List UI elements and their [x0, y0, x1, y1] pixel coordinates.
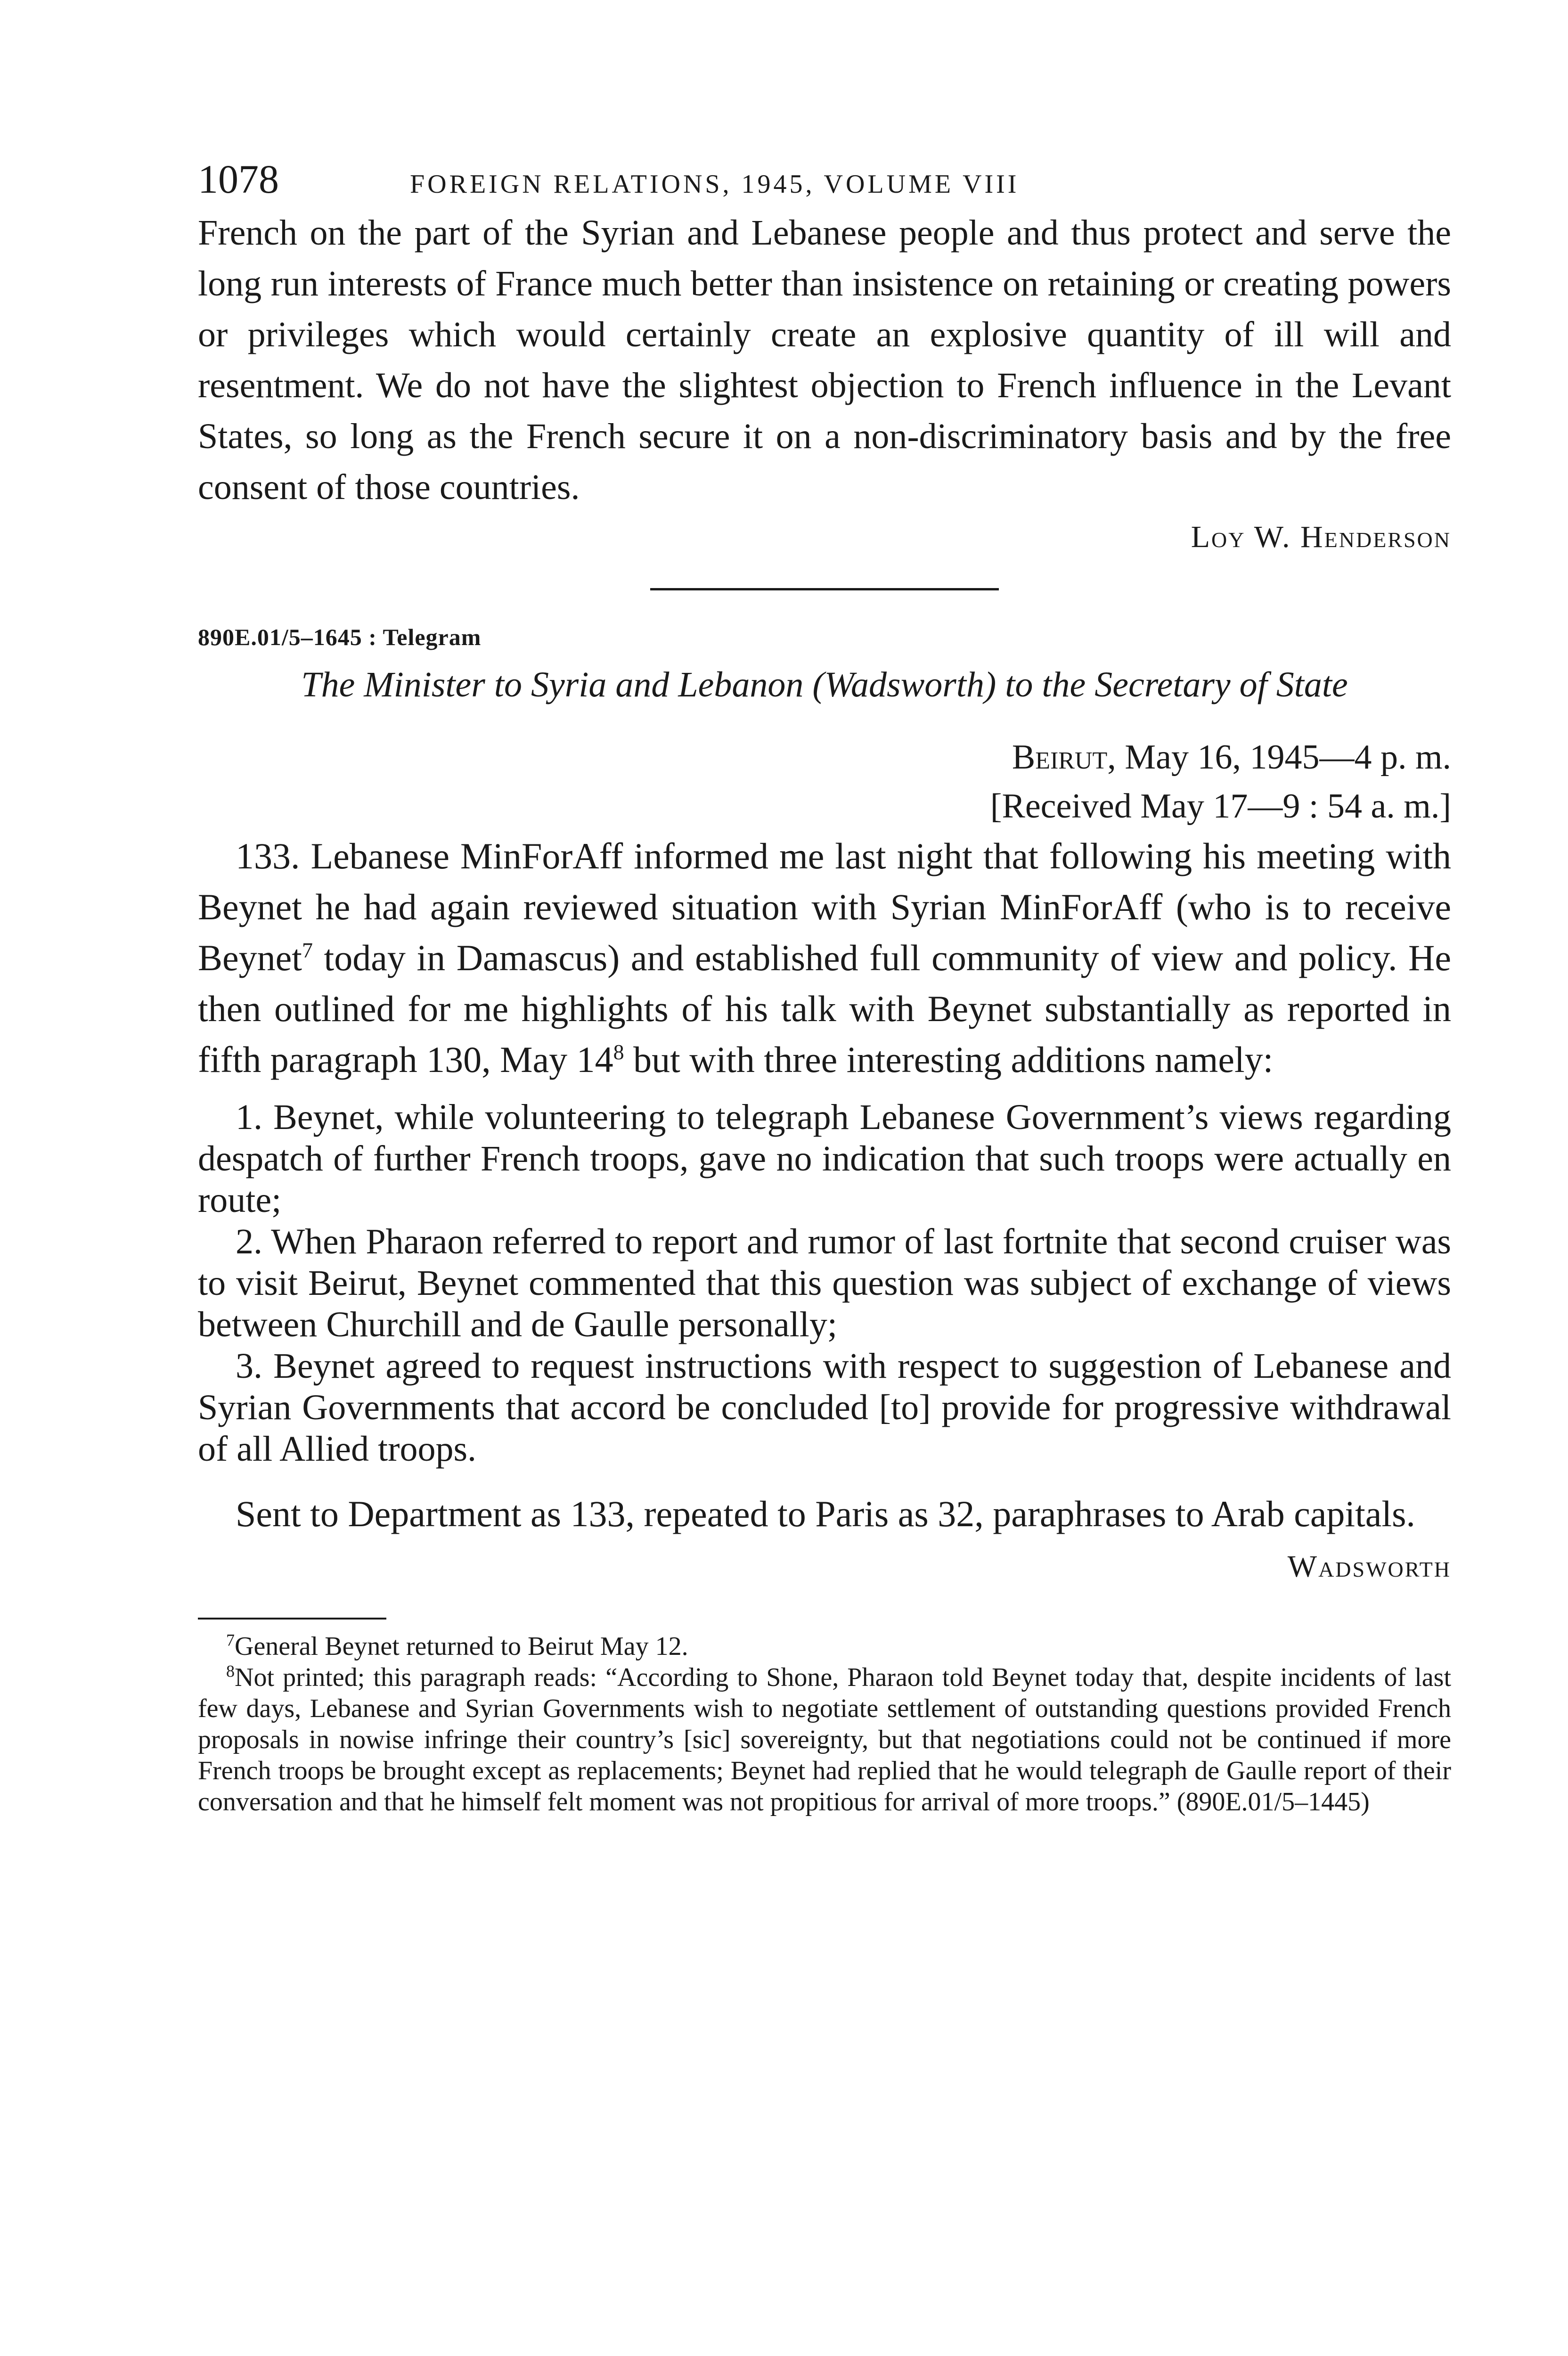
dateline-date: May 16, 1945—4 p. m. [1125, 738, 1451, 777]
footnote-ref-7: 7 [302, 938, 313, 962]
intro-paragraph: French on the part of the Syrian and Lebanese people and thus protect and serve the long run interests of France much better than insistence on retaining or creating powers or privileges which would certainly create an explosive quantity of ill will and resentment. We do not have the slightest objection to French influence in the Levant States, so long as the French secure it on a non-discriminatory basis and by the free consent of those countries. [198, 213, 1451, 507]
footnote-text: General Beynet returned to Beirut May 12. [235, 1632, 688, 1661]
para-133-part-b: today in Damascus) and established full community of view and policy. He then outlined for me highlights of his talk with Beynet substantially as reported in fifth paragraph 130, May 14 [198, 937, 1451, 1080]
footnote-marker: 7 [226, 1630, 235, 1650]
footnote-divider [198, 1618, 386, 1620]
page-header [198, 155, 1451, 207]
list-item: 3. Beynet agreed to request instructions with respect to suggestion of Lebanese and Syrian Governments that accord be concluded [to] provide for progressive withdrawal of all Allied troops. [198, 1346, 1451, 1469]
additions-list [198, 1096, 1451, 1470]
para-133-part-a: 133. Lebanese MinForAff informed me last night that following his meeting with Beynet he had again reviewed situation with Syrian MinForAff (who is to receive Beynet [198, 835, 1451, 978]
footnote-8 [198, 1662, 1451, 1817]
telegram-signature: Wadsworth [1287, 1549, 1451, 1584]
dateline-received: [Received May 17—9 : 54 a. m.] [990, 787, 1451, 826]
document-title: The Minister to Syria and Lebanon (Wadsworth) to the Secretary of State [301, 665, 1348, 704]
para-133-part-c: but with three interesting additions namely: [624, 1039, 1274, 1080]
section-divider [650, 588, 999, 590]
list-item: 1. Beynet, while volunteering to telegraph Lebanese Government’s views regarding despatch of further French troops, gave no indication that such troops were actually en route; [198, 1097, 1451, 1220]
list-item: 2. When Pharaon referred to report and rumor of last fortnite that second cruiser was to visit Beirut, Beynet commented that this question was subject of exchange of views between Churchill and de Gaulle personally; [198, 1222, 1451, 1344]
page-number: 1078 [198, 156, 279, 202]
telegram-paragraph-133 [198, 831, 1451, 1085]
footnote-ref-8: 8 [613, 1040, 624, 1064]
footnote-text: Not printed; this paragraph reads: “According to Shone, Pharaon told Beynet today that, despite incidents of last few days, Lebanese and Syrian Governments wish to negotiate settlement of outstanding questions provided French proposals in nowise infringe their country’s [sic] sovereignty, but that negotiations could not be continued if more French troops be brought except as replacements; Beynet had replied that he would telegraph de Gaulle report of their conversation and that he himself felt moment was not propitious for arrival of more troops.” (890E.01/5–1445) [198, 1663, 1451, 1816]
dateline-place: Beirut, [1012, 738, 1116, 777]
footnote-7 [198, 1631, 1451, 1662]
document-page [198, 155, 1451, 1817]
footnotes [198, 1631, 1451, 1817]
file-reference: 890E.01/5–1645 : Telegram [198, 624, 482, 650]
footnote-marker: 8 [226, 1661, 235, 1681]
intro-signature: Loy W. Henderson [1191, 520, 1451, 554]
dateline-sent [198, 733, 1451, 782]
running-head: FOREIGN RELATIONS, 1945, VOLUME VIII [410, 170, 1020, 199]
sent-paragraph: Sent to Department as 133, repeated to Paris as 32, paraphrases to Arab capitals. [236, 1493, 1415, 1534]
dateline [198, 733, 1451, 831]
